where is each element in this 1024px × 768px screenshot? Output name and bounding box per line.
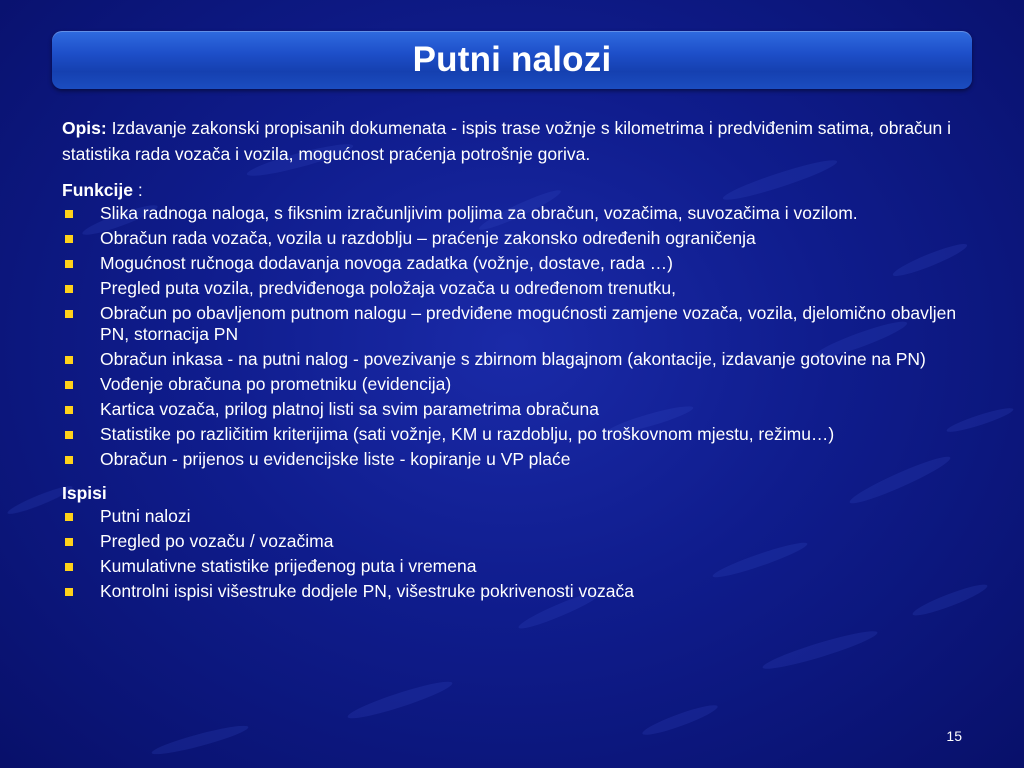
list-item	[62, 278, 962, 299]
square-bullet-icon	[65, 356, 73, 364]
square-bullet-icon	[65, 563, 73, 571]
functions-list	[62, 203, 962, 470]
list-item-text: Obračun inkasa - na putni nalog - povezivanje s zbirnom blagajnom (akontacije, izdavanje gotovine na PN)	[100, 349, 926, 369]
prints-label: Ispisi	[62, 483, 107, 503]
list-item	[62, 424, 962, 445]
square-bullet-icon	[65, 406, 73, 414]
list-item-text: Putni nalozi	[100, 506, 191, 526]
list-item	[62, 531, 962, 552]
list-item-text: Vođenje obračuna po prometniku (evidencija)	[100, 374, 452, 394]
list-item	[62, 506, 962, 527]
square-bullet-icon	[65, 538, 73, 546]
square-bullet-icon	[65, 285, 73, 293]
list-item-text: Mogućnost ručnoga dodavanja novoga zadatka (vožnje, dostave, rada …)	[100, 253, 673, 273]
description-paragraph	[62, 115, 962, 167]
square-bullet-icon	[65, 210, 73, 218]
list-item	[62, 253, 962, 274]
list-item	[62, 303, 962, 345]
square-bullet-icon	[65, 381, 73, 389]
square-bullet-icon	[65, 235, 73, 243]
list-item	[62, 349, 962, 370]
list-item-text: Slika radnoga naloga, s fiksnim izračunljivim poljima za obračun, vozačima, suvozačima i vozilom.	[100, 203, 858, 223]
list-item	[62, 556, 962, 577]
list-item-text: Statistike po različitim kriterijima (sati vožnje, KM u razdoblju, po troškovnom mjestu, režimu…)	[100, 424, 835, 444]
prints-heading	[62, 480, 962, 506]
square-bullet-icon	[65, 310, 73, 318]
list-item	[62, 228, 962, 249]
list-item	[62, 203, 962, 224]
title-bar	[52, 31, 972, 89]
square-bullet-icon	[65, 513, 73, 521]
square-bullet-icon	[65, 456, 73, 464]
list-item-text: Kumulativne statistike prijeđenog puta i vremena	[100, 556, 477, 576]
functions-label: Funkcije	[62, 180, 133, 200]
slide-content	[62, 115, 962, 612]
square-bullet-icon	[65, 588, 73, 596]
description-text: Izdavanje zakonski propisanih dokumenata - ispis trase vožnje s kilometrima i predviđenim satima, obračun i statistika rada vozača i vozila, mogućnost praćenja potrošnje goriva.	[62, 118, 952, 164]
list-item-text: Kontrolni ispisi višestruke dodjele PN, višestruke pokrivenosti vozača	[100, 581, 634, 601]
list-item-text: Kartica vozača, prilog platnoj listi sa svim parametrima obračuna	[100, 399, 599, 419]
list-item-text: Obračun - prijenos u evidencijske liste - kopiranje u VP plaće	[100, 449, 571, 469]
list-item	[62, 374, 962, 395]
functions-heading	[62, 177, 962, 203]
list-item	[62, 399, 962, 420]
list-item	[62, 449, 962, 470]
list-item	[62, 581, 962, 602]
list-item-text: Obračun rada vozača, vozila u razdoblju – praćenje zakonsko određenih ograničenja	[100, 228, 756, 248]
square-bullet-icon	[65, 431, 73, 439]
functions-label-suffix: :	[133, 180, 143, 200]
list-item-text: Pregled po vozaču / vozačima	[100, 531, 334, 551]
square-bullet-icon	[65, 260, 73, 268]
page-number: 15	[946, 728, 962, 744]
slide-title: Putni nalozi	[412, 40, 612, 79]
prints-list	[62, 506, 962, 602]
list-item-text: Pregled puta vozila, predviđenoga položaja vozača u određenom trenutku,	[100, 278, 676, 298]
list-item-text: Obračun po obavljenom putnom nalogu – predviđene mogućnosti zamjene vozača, vozila, djelomično obavljen PN, stornacija PN	[100, 303, 957, 344]
description-label: Opis:	[62, 118, 107, 138]
